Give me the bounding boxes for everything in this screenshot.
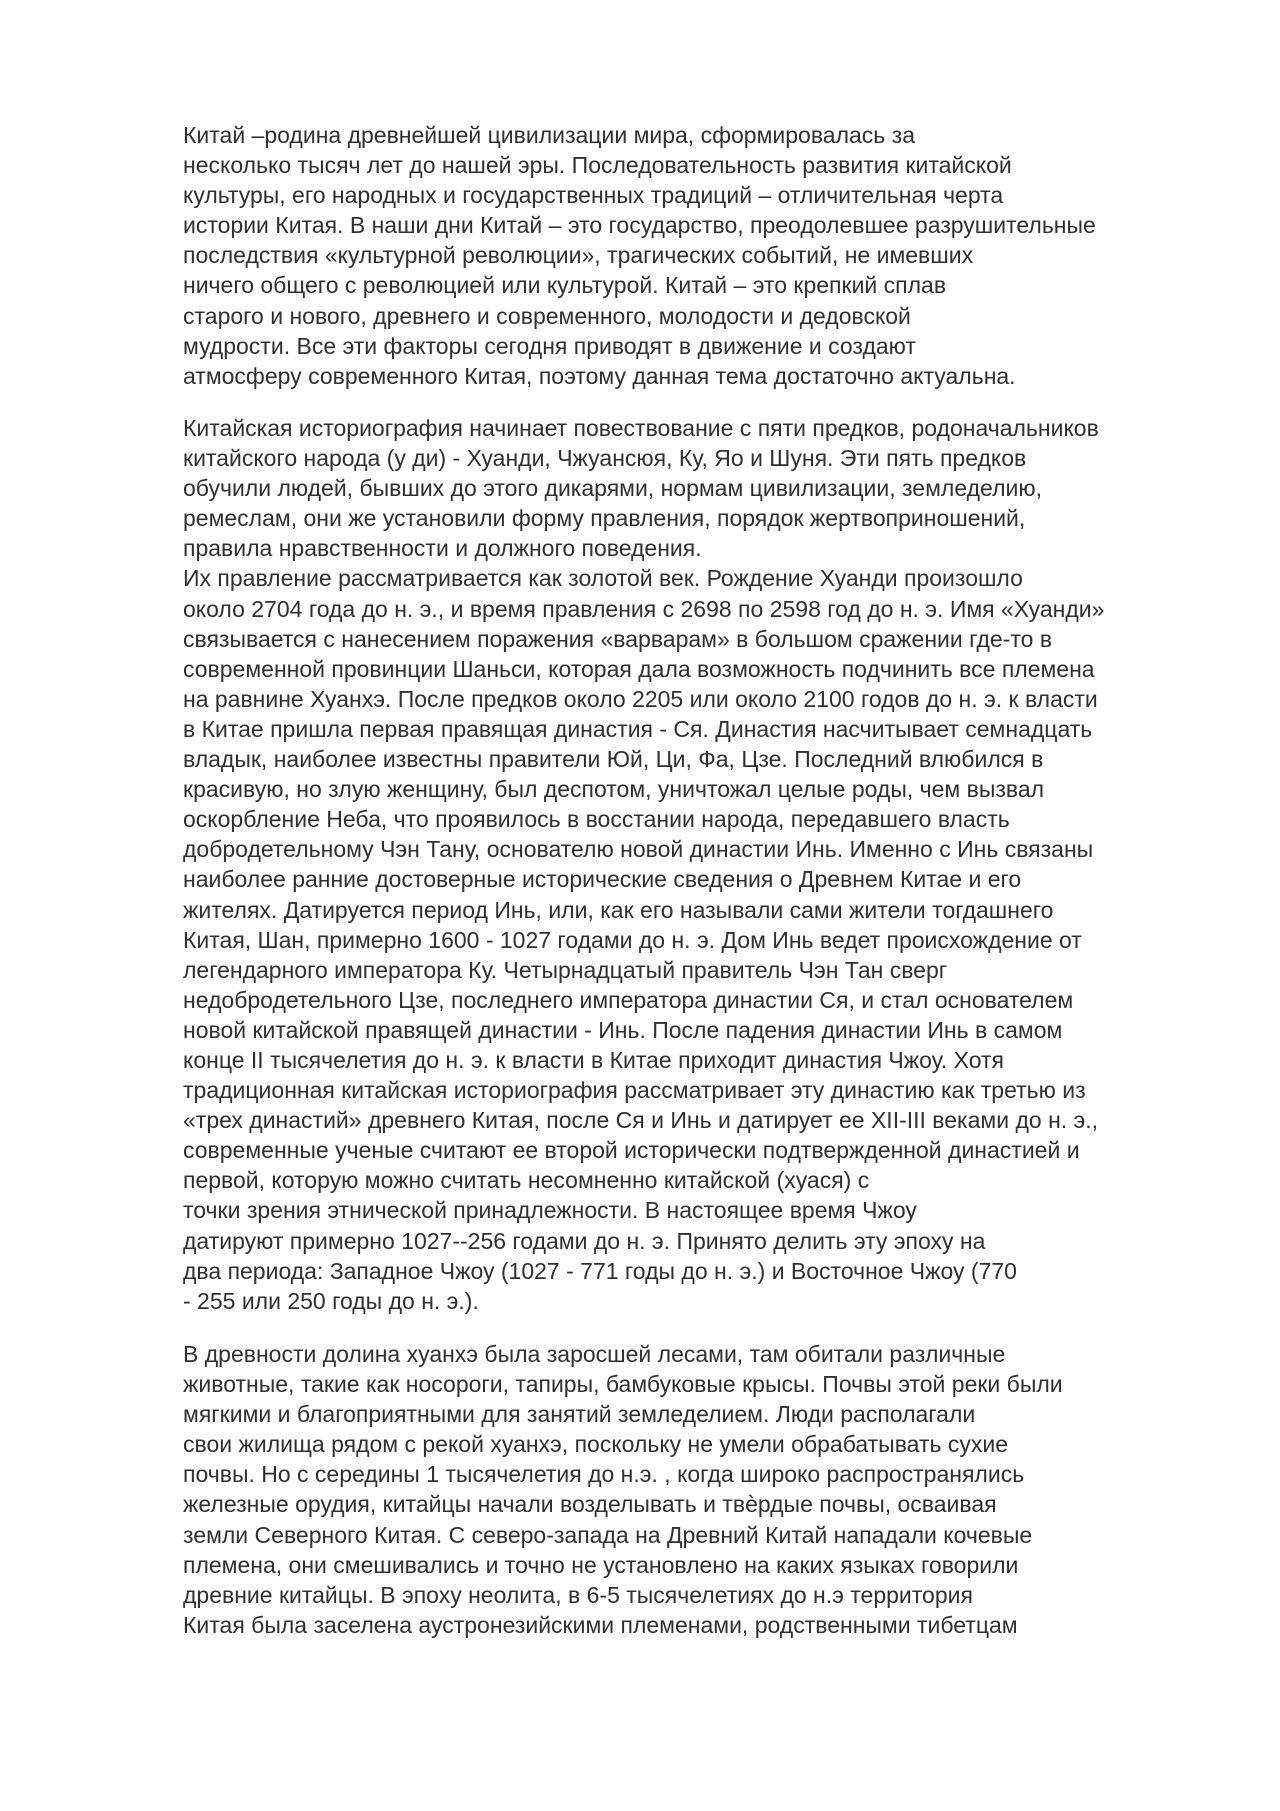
text-line: конце II тысячелетия до н. э. к власти в Китае приходит династия Чжоу. Хотя — [183, 1046, 1005, 1073]
text-line: древние китайцы. В эпоху неолита, в 6-5 тысячелетиях до н.э территория — [183, 1581, 973, 1608]
text-line: «трех династий» древнего Китая, после Ся и Инь и датирует ее XII-III веками до н. э., — [183, 1107, 1099, 1134]
text-line: добродетельному Чэн Тану, основателю новой династии Инь. Именно с Инь связаны — [183, 836, 1094, 863]
text-line: мудрости. Все эти факторы сегодня приводят в движение и создают — [183, 332, 916, 359]
text-line: в Китае пришла первая правящая династия - Ся. Династия насчитывает семнадцать — [183, 715, 1093, 742]
text-line: точки зрения этнической принадлежности. В настоящее время Чжоу — [183, 1197, 917, 1224]
text-line: наиболее ранние достоверные исторические сведения о Древнем Китае и его — [183, 866, 1022, 893]
text-line: владык, наиболее известны правители Юй, Ци, Фа, Цзе. Последний влюбился в — [183, 746, 1044, 773]
text-line: новой китайской правящей династии - Инь. После падения династии Инь в самом — [183, 1016, 1063, 1043]
text-line: оскорбление Неба, что проявилось в восстании народа, передавшего власть — [183, 806, 1010, 833]
text-line: животные, такие как носороги, тапиры, бамбуковые крысы. Почвы этой реки были — [183, 1371, 1063, 1398]
text-line: Китайская историография начинает повествование с пяти предков, родоначальников — [183, 415, 1099, 441]
text-line: мягкими и благоприятными для занятий земледелием. Люди располагали — [183, 1401, 976, 1428]
text-line: Китая, Шан, примерно 1600 - 1027 годами до н. э. Дом Инь ведет происхождение от — [183, 926, 1082, 953]
text-line: В древности долина хуанхэ была заросшей лесами, там обитали различные — [183, 1341, 1006, 1367]
paragraph-historiography — [183, 413, 1183, 1316]
text-line: современной провинции Шаньси, которая дала возможность подчинить все племена — [183, 655, 1095, 682]
text-line: - 255 или 250 годы до н. э.). — [183, 1287, 479, 1314]
text-line: правила нравственности и должного поведения. — [183, 535, 702, 562]
text-line: ремеслам, они же установили форму правления, порядок жертвоприношений, — [183, 505, 1026, 532]
text-line: свои жилища рядом с рекой хуанхэ, поскольку не умели обрабатывать сухие — [183, 1431, 1009, 1458]
text-line: красивую, но злую женщину, был деспотом, уничтожал целые роды, чем вызвал — [183, 776, 1045, 803]
text-line: культуры, его народных и государственных традиций – отличительная черта — [183, 182, 1004, 209]
text-line: земли Северного Китая. С северо-запада на Древний Китай нападали кочевые — [183, 1521, 1033, 1548]
text-line: последствия «культурной революции», трагических событий, не имевших — [183, 242, 974, 269]
text-line: связывается с нанесением поражения «варварам» в большом сражении где-то в — [183, 625, 1053, 652]
text-line: недобродетельного Цзе, последнего императора династии Ся, и стал основателем — [183, 986, 1074, 1013]
text-line: несколько тысяч лет до нашей эры. Последовательность развития китайской — [183, 152, 1012, 179]
text-line: племена, они смешивались и точно не установлено на каких языках говорили — [183, 1551, 1019, 1578]
text-line: обучили людей, бывших до этого дикарями, нормам цивилизации, земледелию, — [183, 475, 1042, 502]
text-line: традиционная китайская историография рассматривает эту династию как третью из — [183, 1077, 1086, 1104]
text-line: китайского народа (у ди) - Хуанди, Чжуансюя, Ку, Яо и Шуня. Эти пять предков — [183, 445, 1027, 472]
text-line: ничего общего с революцией или культурой. Китай – это крепкий сплав — [183, 272, 947, 299]
paragraph-intro — [183, 120, 1183, 391]
text-line: датируют примерно 1027--256 годами до н. э. Принято делить эту эпоху на — [183, 1227, 986, 1254]
text-line: Их правление рассматривается как золотой век. Рождение Хуанди произошло — [183, 565, 1023, 592]
text-line: Китая была заселена аустронезийскими племенами, родственными тибетцам — [183, 1611, 1018, 1638]
text-line: железные орудия, китайцы начали возделывать и твѐрдые почвы, осваивая — [183, 1491, 997, 1518]
text-line: первой, которую можно считать несомненно китайской (хуася) с — [183, 1167, 870, 1194]
paragraph-huanghe-valley — [183, 1339, 1183, 1640]
text-line: жителях. Датируется период Инь, или, как его называли сами жители тогдашнего — [183, 896, 1054, 923]
text-line: истории Китая. В наши дни Китай – это государство, преодолевшее разрушительные — [183, 212, 1096, 239]
text-line: современные ученые считают ее второй исторически подтвержденной династией и — [183, 1137, 1080, 1164]
text-line: два периода: Западное Чжоу (1027 - 771 годы до н. э.) и Восточное Чжоу (770 — [183, 1257, 1017, 1284]
text-line: легендарного императора Ку. Четырнадцатый правитель Чэн Тан сверг — [183, 956, 948, 983]
text-line: старого и нового, древнего и современного, молодости и дедовской — [183, 302, 911, 329]
text-line: около 2704 года до н. э., и время правления с 2698 по 2598 год до н. э. Имя «Хуанди» — [183, 595, 1105, 622]
text-line: почвы. Но с середины 1 тысячелетия до н.э. , когда широко распространялись — [183, 1461, 1025, 1488]
text-line: Китай –родина древнейшей цивилизации мира, сформировалась за — [183, 122, 916, 148]
text-line: атмосферу современного Китая, поэтому данная тема достаточно актуальна. — [183, 362, 1016, 389]
text-line: на равнине Хуанхэ. После предков около 2205 или около 2100 годов до н. э. к власти — [183, 685, 1098, 712]
